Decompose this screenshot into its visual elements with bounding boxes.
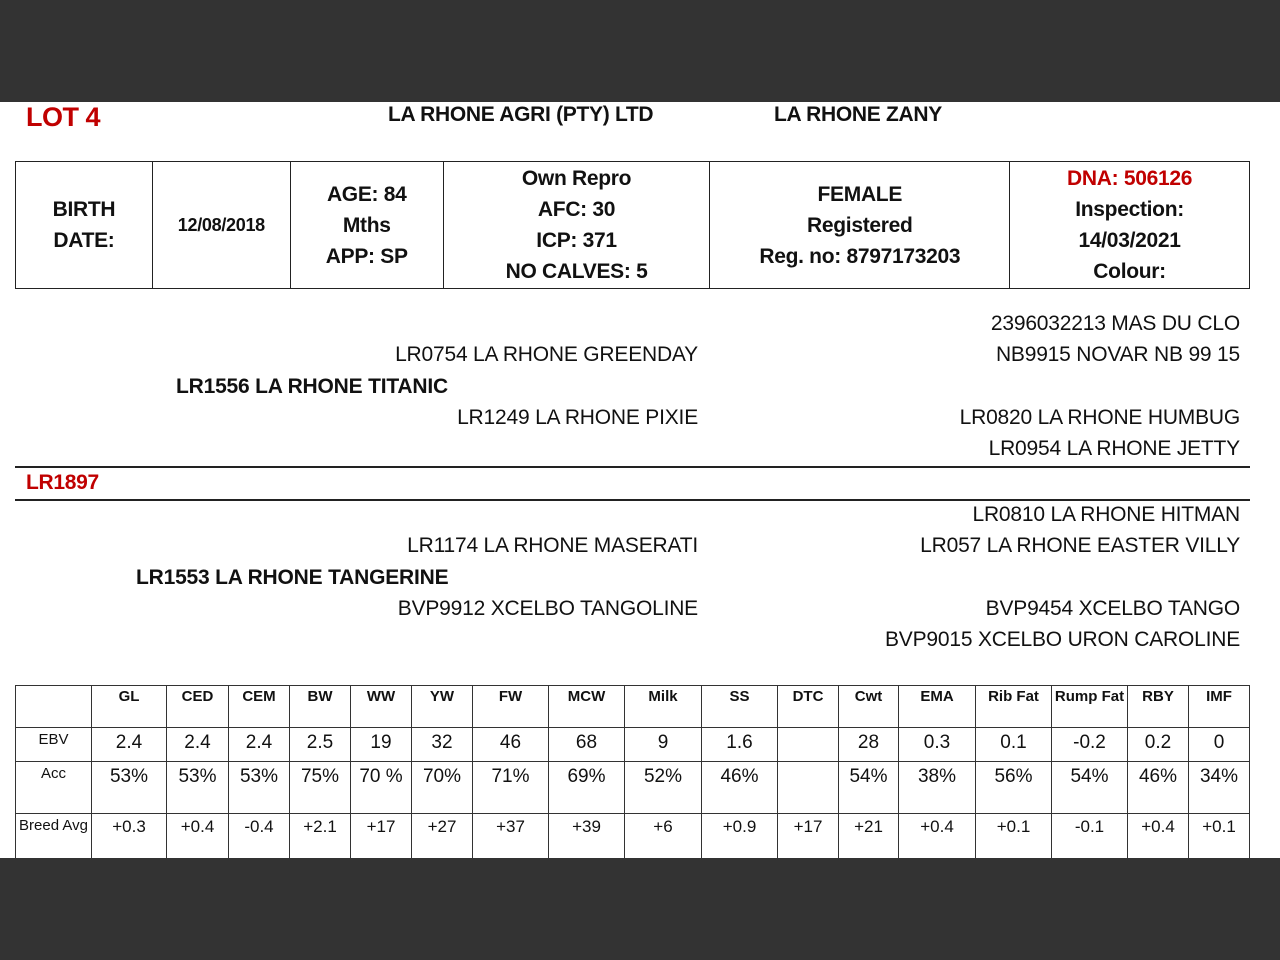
registration-cell <box>710 162 1010 289</box>
ebv-column-header: Milk <box>625 686 702 728</box>
ebv-cell: 46% <box>1128 762 1189 814</box>
ebv-cell: 2.4 <box>229 728 290 762</box>
ebv-table-row <box>16 728 1250 762</box>
lot-document <box>0 102 1280 858</box>
ebv-cell: 2.4 <box>92 728 167 762</box>
ebv-cell: +39 <box>549 814 625 859</box>
breeder-name: LA RHONE AGRI (PTY) LTD <box>388 103 654 126</box>
ebv-cell: -0.4 <box>229 814 290 859</box>
ebv-row-label: EBV <box>16 728 92 762</box>
ebv-cell: 34% <box>1189 762 1250 814</box>
dam-dam: BVP9912 XCELBO TANGOLINE <box>397 597 698 620</box>
birth-date-value: 12/08/2018 <box>152 162 290 289</box>
dam-sire-dam: LR057 LA RHONE EASTER VILLY <box>920 534 1240 557</box>
repro-cell <box>443 162 710 289</box>
ebv-cell: 46 <box>473 728 549 762</box>
birth-date-label <box>16 162 153 289</box>
ebv-cell: +0.1 <box>976 814 1052 859</box>
ebv-cell: -0.2 <box>1052 728 1128 762</box>
age-value: AGE: 84 <box>326 182 407 206</box>
ebv-cell: +17 <box>778 814 839 859</box>
calves-value: NO CALVES: 5 <box>505 260 648 283</box>
ebv-column-header: GL <box>92 686 167 728</box>
top-dark-band <box>0 0 1280 102</box>
divider-bottom <box>15 499 1250 501</box>
ebv-cell: 28 <box>839 728 899 762</box>
ebv-cell: 56% <box>976 762 1052 814</box>
ebv-cell: 69% <box>549 762 625 814</box>
ebv-cell: 19 <box>351 728 412 762</box>
ebv-cell: 68 <box>549 728 625 762</box>
farm-prefix: LA RHONE ZANY <box>774 103 942 126</box>
ebv-column-header: CED <box>167 686 229 728</box>
ebv-cell: 0 <box>1189 728 1250 762</box>
ebv-row-label: Breed Avg <box>16 814 92 859</box>
ebv-cell: +17 <box>351 814 412 859</box>
sire-sire-sire: 2396032213 MAS DU CLO <box>990 312 1240 335</box>
divider-top <box>15 466 1250 468</box>
ebv-cell: +0.4 <box>899 814 976 859</box>
age-unit: Mths <box>342 213 391 237</box>
ebv-column-header: MCW <box>549 686 625 728</box>
ebv-cell: 54% <box>839 762 899 814</box>
ebv-cell: +0.9 <box>702 814 778 859</box>
ebv-cell: 9 <box>625 728 702 762</box>
dam-dam-dam: BVP9015 XCELBO URON CAROLINE <box>884 628 1240 651</box>
ebv-column-header: WW <box>351 686 412 728</box>
ebv-table-row <box>16 814 1250 859</box>
dam-sire: LR1174 LA RHONE MASERATI <box>407 534 698 557</box>
ebv-column-header: RBY <box>1128 686 1189 728</box>
ebv-cell <box>778 762 839 814</box>
dna-cell <box>1010 162 1250 289</box>
icp-value: ICP: 371 <box>536 229 617 252</box>
ebv-cell: +27 <box>412 814 473 859</box>
ebv-cell: 53% <box>167 762 229 814</box>
ebv-cell: -0.1 <box>1052 814 1128 859</box>
ebv-cell: 70% <box>412 762 473 814</box>
dam-sire-sire: LR0810 LA RHONE HITMAN <box>972 503 1240 526</box>
app-value: APP: SP <box>325 244 408 268</box>
ebv-cell: 70 % <box>351 762 412 814</box>
bottom-dark-band <box>0 858 1280 960</box>
ebv-cell <box>778 728 839 762</box>
colour-label: Colour: <box>1093 260 1166 283</box>
ebv-cell: +0.4 <box>167 814 229 859</box>
ebv-cell: 1.6 <box>702 728 778 762</box>
ebv-cell: 32 <box>412 728 473 762</box>
registration-status: Registered <box>807 213 913 237</box>
ebv-cell: 75% <box>290 762 351 814</box>
ebv-cell: 53% <box>92 762 167 814</box>
sire-sire-dam: NB9915 NOVAR NB 99 15 <box>995 343 1240 366</box>
ebv-column-header: DTC <box>778 686 839 728</box>
ebv-cell: 52% <box>625 762 702 814</box>
ebv-column-header: YW <box>412 686 473 728</box>
ebv-cell: 2.5 <box>290 728 351 762</box>
ebv-cell: +0.3 <box>92 814 167 859</box>
ebv-cell: 0.3 <box>899 728 976 762</box>
ebv-column-header: FW <box>473 686 549 728</box>
dam-dam-sire: BVP9454 XCELBO TANGO <box>985 597 1240 620</box>
animal-id: LR1897 <box>26 471 99 494</box>
inspection-label: Inspection: <box>1075 198 1184 221</box>
dam-name: LR1553 LA RHONE TANGERINE <box>136 566 449 589</box>
ebv-corner-cell <box>16 686 92 728</box>
sire-sire: LR0754 LA RHONE GREENDAY <box>395 343 698 366</box>
ebv-cell: +37 <box>473 814 549 859</box>
ebv-cell: +0.1 <box>1189 814 1250 859</box>
sire-name: LR1556 LA RHONE TITANIC <box>176 375 448 398</box>
ebv-cell: +0.4 <box>1128 814 1189 859</box>
birth-label-line2: DATE: <box>53 229 115 252</box>
sire-dam: LR1249 LA RHONE PIXIE <box>457 406 698 429</box>
ebv-column-header: EMA <box>899 686 976 728</box>
afc-value: AFC: 30 <box>537 198 616 221</box>
ebv-cell: +21 <box>839 814 899 859</box>
sire-dam-sire: LR0820 LA RHONE HUMBUG <box>959 406 1240 429</box>
ebv-column-header: Rump Fat <box>1052 686 1128 728</box>
ebv-cell: 46% <box>702 762 778 814</box>
ebv-table <box>15 685 1250 858</box>
ebv-column-header: Rib Fat <box>976 686 1052 728</box>
lot-number: LOT 4 <box>26 102 101 132</box>
ebv-cell: 2.4 <box>167 728 229 762</box>
ebv-cell: 0.1 <box>976 728 1052 762</box>
ebv-column-header: SS <box>702 686 778 728</box>
inspection-date: 14/03/2021 <box>1078 229 1181 252</box>
ebv-cell: +6 <box>625 814 702 859</box>
dna-number: DNA: 506126 <box>1067 167 1193 190</box>
birth-label-line1: BIRTH <box>52 198 116 221</box>
registration-number: Reg. no: 8797173203 <box>759 244 961 268</box>
age-cell <box>290 162 443 289</box>
ebv-cell: 38% <box>899 762 976 814</box>
ebv-cell: 0.2 <box>1128 728 1189 762</box>
repro-title: Own Repro <box>521 167 632 190</box>
animal-info-table <box>15 161 1250 289</box>
ebv-cell: 71% <box>473 762 549 814</box>
ebv-column-header: Cwt <box>839 686 899 728</box>
ebv-row-label: Acc <box>16 762 92 814</box>
ebv-column-header: IMF <box>1189 686 1250 728</box>
ebv-cell: 53% <box>229 762 290 814</box>
sex-value: FEMALE <box>817 182 903 206</box>
ebv-cell: +2.1 <box>290 814 351 859</box>
ebv-column-header: BW <box>290 686 351 728</box>
sire-dam-dam: LR0954 LA RHONE JETTY <box>988 437 1240 460</box>
ebv-table-row <box>16 762 1250 814</box>
ebv-cell: 54% <box>1052 762 1128 814</box>
ebv-column-header: CEM <box>229 686 290 728</box>
